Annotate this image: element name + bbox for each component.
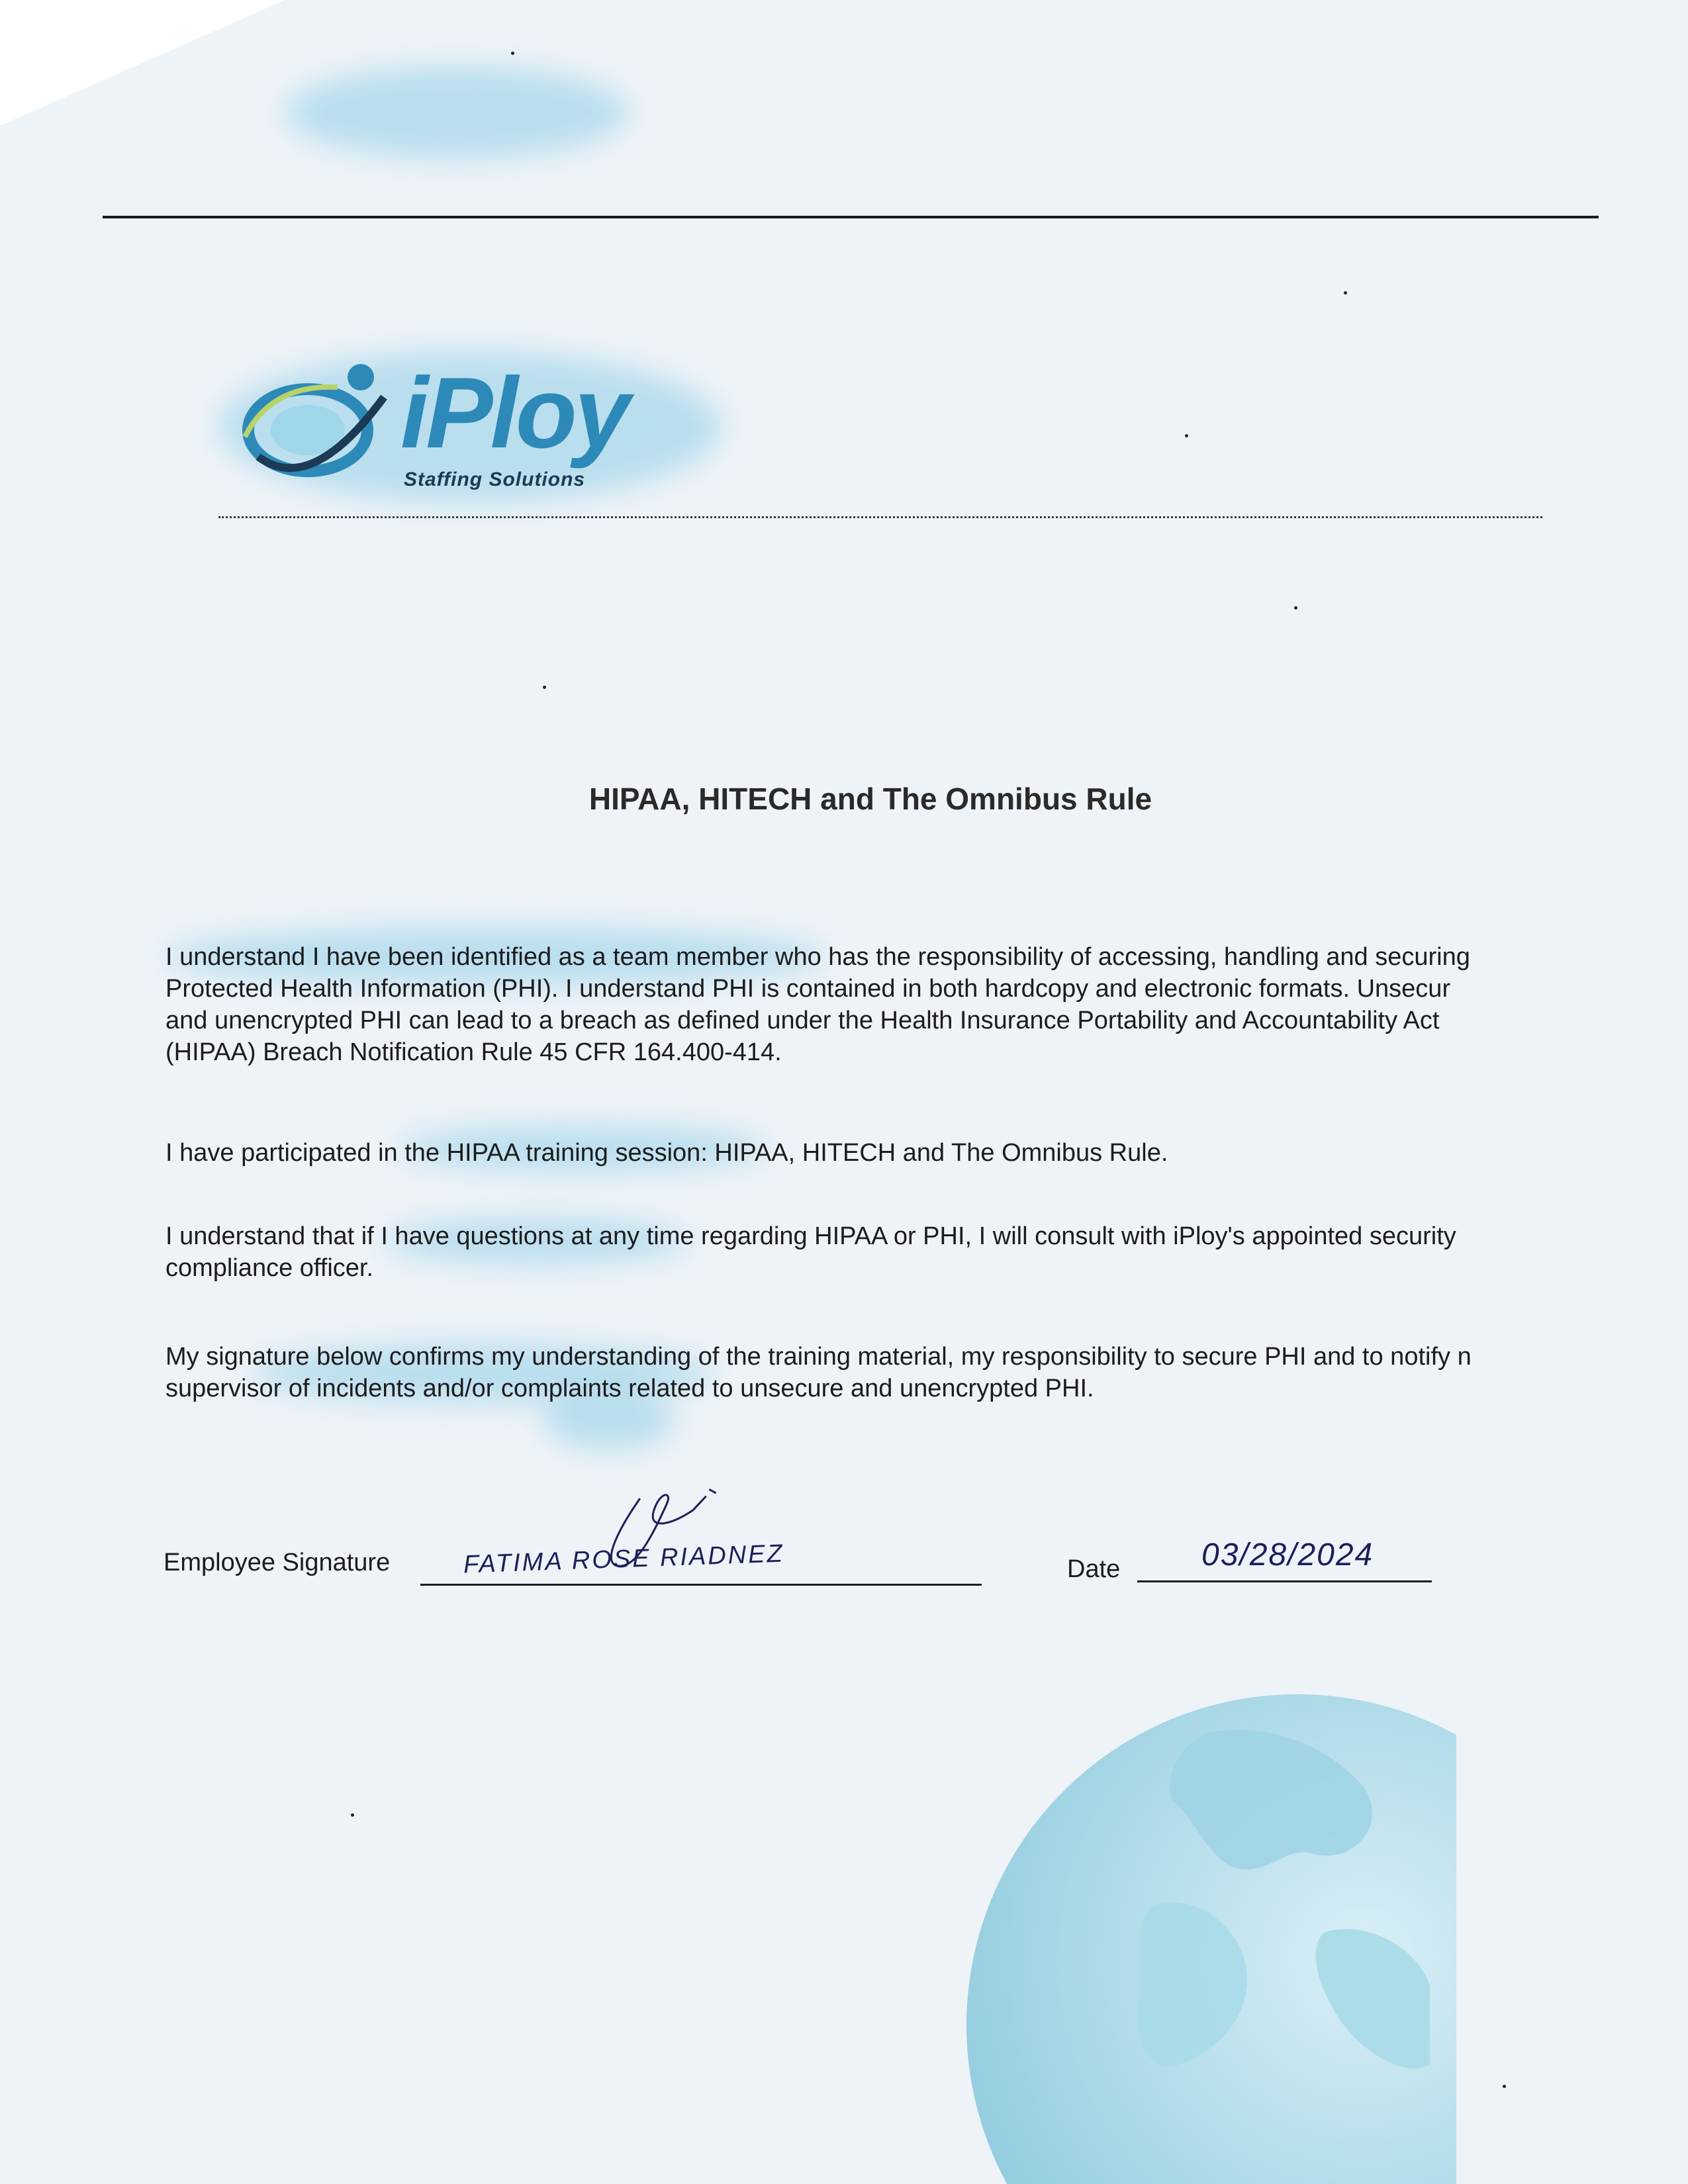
paragraph-line: My signature below confirms my understanding of the training material, my responsibility to secure PHI and to notify n	[165, 1343, 1472, 1371]
folded-corner	[0, 0, 285, 126]
ink-smudge	[285, 66, 629, 159]
scan-speck	[511, 52, 514, 55]
scan-speck	[1294, 606, 1297, 610]
paragraph-line: (HIPAA) Breach Notification Rule 45 CFR 164.400-414.	[165, 1038, 782, 1066]
paragraph-line: I understand I have been identified as a team member who has the responsibility of accessing, handling and securing	[165, 943, 1470, 971]
scan-speck	[1344, 291, 1347, 295]
scan-speck	[543, 686, 546, 689]
scan-speck	[1503, 2085, 1506, 2088]
header-rule	[103, 216, 1599, 218]
date-handwritten: 03/28/2024	[1201, 1537, 1374, 1572]
date-label: Date	[1067, 1555, 1121, 1583]
employee-name-handwritten: FATIMA ROSE RIADNEZ	[463, 1539, 785, 1579]
logo-rule	[218, 516, 1542, 518]
employee-signature-line	[420, 1584, 982, 1586]
document-title: HIPAA, HITECH and The Omnibus Rule	[588, 782, 1152, 816]
scan-speck	[1185, 434, 1188, 437]
paragraph-questions	[165, 1220, 1688, 1284]
paragraph-training	[165, 1137, 1688, 1169]
employee-signature-label: Employee Signature	[164, 1549, 391, 1576]
paragraph-signature-confirmation	[165, 1341, 1688, 1404]
signature-scribble	[593, 1479, 834, 1572]
paragraph-line: compliance officer.	[165, 1254, 374, 1282]
date-line	[1137, 1580, 1432, 1582]
paragraph-line: I have participated in the HIPAA training session: HIPAA, HITECH and The Omnibus Rule.	[165, 1139, 1168, 1167]
iploy-logo	[232, 357, 708, 503]
paragraph-line: I understand that if I have questions at any time regarding HIPAA or PHI, I will consult with iPloy's appointed security	[165, 1222, 1456, 1250]
paragraph-line: and unencrypted PHI can lead to a breach as defined under the Health Insurance Portability and Accountability Act	[165, 1007, 1440, 1034]
paragraph-responsibility	[165, 941, 1688, 1068]
scan-speck	[351, 1813, 354, 1817]
globe-swoosh-icon	[232, 357, 404, 496]
globe-watermark	[953, 1655, 1456, 2184]
employee-signature	[463, 1540, 784, 1580]
logo-wordmark: iPloy	[400, 357, 628, 469]
logo-tagline: Staffing Solutions	[404, 469, 586, 490]
paragraph-line: Protected Health Information (PHI). I understand PHI is contained in both hardcopy and electronic formats. Unsecur	[165, 975, 1451, 1003]
paragraph-line: supervisor of incidents and/or complaints related to unsecure and unencrypted PHI.	[165, 1375, 1094, 1402]
